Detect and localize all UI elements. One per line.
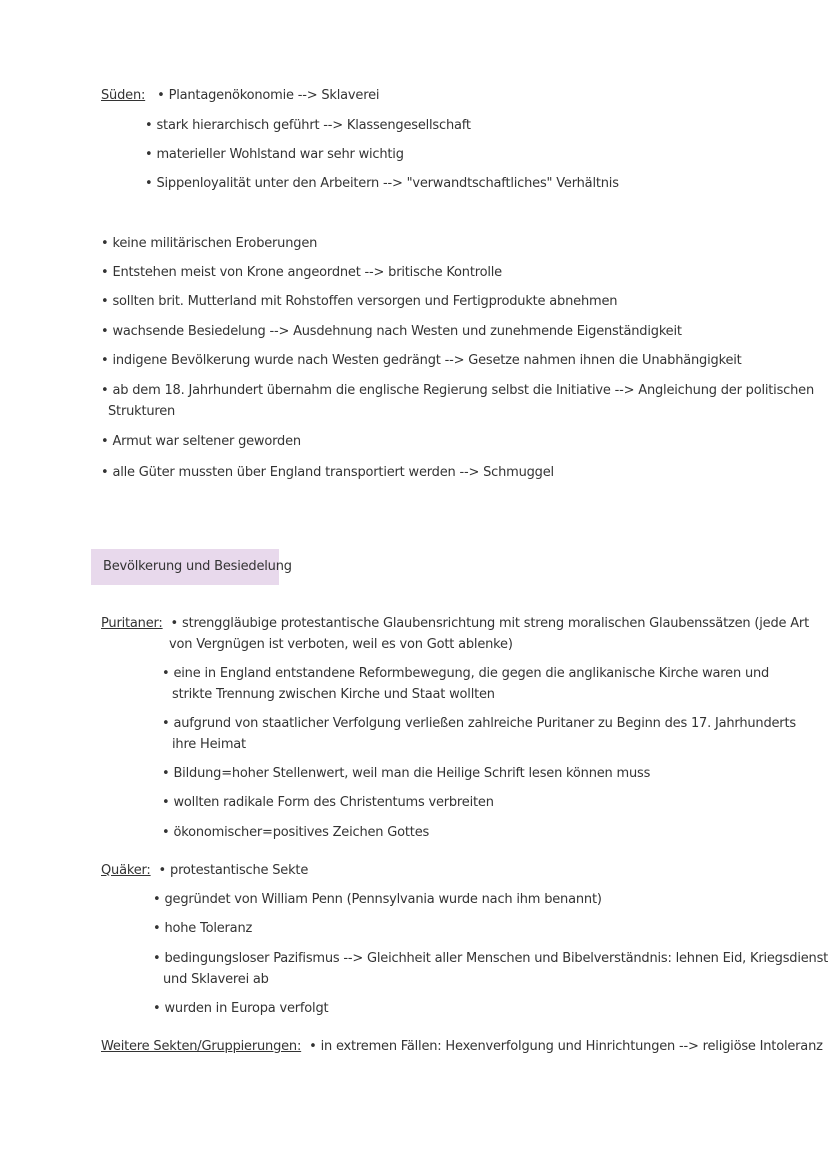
bullet-icon: • xyxy=(101,236,109,251)
bullet-icon: • xyxy=(309,1039,317,1054)
general-item-7: Armut war seltener geworden xyxy=(112,434,301,449)
sueden-item-3: materieller Wohlstand war sehr wichtig xyxy=(156,147,404,162)
quaeker-item-4: bedingungsloser Pazifismus --> Gleichheit aller Menschen und Bibelverständnis: lehnen Eid, Kriegsdienst xyxy=(164,951,828,966)
general-line-5 xyxy=(101,351,742,371)
bullet-icon: • xyxy=(101,294,109,309)
sueden-item-4: Sippenloyalität unter den Arbeitern --> "verwandtschaftliches" Verhältnis xyxy=(156,176,619,191)
general-item-8: alle Güter mussten über England transportiert werden --> Schmuggel xyxy=(112,465,554,480)
general-item-4: wachsende Besiedelung --> Ausdehnung nach Westen und zunehmende Eigenständigkeit xyxy=(112,324,682,339)
bullet-icon: • xyxy=(101,353,109,368)
bullet-icon: • xyxy=(157,88,165,103)
puritaner-item-5: wollten radikale Form des Christentums verbreiten xyxy=(173,795,494,810)
general-line-2 xyxy=(101,263,502,283)
quaeker-line-4 xyxy=(153,949,828,969)
bullet-icon: • xyxy=(162,825,170,840)
sueden-line-2 xyxy=(145,116,471,136)
sueden-line-3 xyxy=(145,145,404,165)
puritaner-item-2-cont: strikte Trennung zwischen Kirche und Staat wollten xyxy=(172,687,495,702)
puritaner-label: Puritaner: xyxy=(101,616,163,631)
general-line-3 xyxy=(101,292,617,312)
general-line-6 xyxy=(101,381,814,401)
bullet-icon: • xyxy=(101,434,109,449)
bullet-icon: • xyxy=(162,666,170,681)
puritaner-item-4: Bildung=hoher Stellenwert, weil man die Heilige Schrift lesen können muss xyxy=(173,766,651,781)
sueden-line-4 xyxy=(145,174,619,194)
bullet-icon: • xyxy=(162,766,170,781)
quaeker-item-1: protestantische Sekte xyxy=(170,863,309,878)
puritaner-item-2: eine in England entstandene Reformbewegung, die gegen die anglikanische Kirche waren und xyxy=(173,666,770,681)
quaeker-line-1 xyxy=(101,861,308,881)
general-item-6-cont: Strukturen xyxy=(108,404,176,419)
quaeker-line-3 xyxy=(153,919,252,939)
bullet-icon: • xyxy=(145,118,153,133)
section-heading-highlight xyxy=(91,549,292,585)
sueden-item-2: stark hierarchisch geführt --> Klassengesellschaft xyxy=(156,118,471,133)
quaeker-item-5: wurden in Europa verfolgt xyxy=(164,1001,329,1016)
puritaner-item-1: strenggläubige protestantische Glaubensrichtung mit streng moralischen Glaubenssätzen (jede Art xyxy=(182,616,809,631)
bullet-icon: • xyxy=(101,383,109,398)
puritaner-line-6 xyxy=(162,823,429,843)
bullet-icon: • xyxy=(101,465,109,480)
bullet-icon: • xyxy=(153,1001,161,1016)
general-item-2: Entstehen meist von Krone angeordnet --> britische Kontrolle xyxy=(112,265,502,280)
puritaner-item-6: ökonomischer=positives Zeichen Gottes xyxy=(173,825,430,840)
bullet-icon: • xyxy=(162,716,170,731)
quaeker-item-3: hohe Toleranz xyxy=(164,921,253,936)
puritaner-item-3: aufgrund von staatlicher Verfolgung verließen zahlreiche Puritaner zu Beginn des 17. Jahrhunderts xyxy=(173,716,796,731)
bullet-icon: • xyxy=(162,795,170,810)
bullet-icon: • xyxy=(145,147,153,162)
weitere-label: Weitere Sekten/Gruppierungen: xyxy=(101,1039,302,1054)
general-item-6: ab dem 18. Jahrhundert übernahm die englische Regierung selbst die Initiative --> Angleichung der politischen xyxy=(112,383,814,398)
puritaner-item-3-cont: ihre Heimat xyxy=(172,737,246,752)
quaeker-line-5 xyxy=(153,999,328,1019)
quaeker-item-4-cont: und Sklaverei ab xyxy=(163,972,269,987)
general-line-7 xyxy=(101,432,301,452)
section-heading: Bevölkerung und Besiedelung xyxy=(103,559,292,574)
general-line-8 xyxy=(101,463,554,483)
general-item-3: sollten brit. Mutterland mit Rohstoffen versorgen und Fertigprodukte abnehmen xyxy=(112,294,618,309)
bullet-icon: • xyxy=(170,616,179,631)
weitere-item-1: in extremen Fällen: Hexenverfolgung und Hinrichtungen --> religiöse Intoleranz xyxy=(320,1039,823,1054)
sueden-line-1 xyxy=(101,86,379,106)
general-line-4 xyxy=(101,322,682,342)
bullet-icon: • xyxy=(153,892,161,907)
bullet-icon: • xyxy=(101,324,109,339)
puritaner-line-3 xyxy=(162,714,796,734)
general-item-5: indigene Bevölkerung wurde nach Westen gedrängt --> Gesetze nahmen ihnen die Unabhängigkeit xyxy=(112,353,742,368)
general-line-1 xyxy=(101,234,317,254)
sueden-item-1: Plantagenökonomie --> Sklaverei xyxy=(168,88,380,103)
bullet-icon: • xyxy=(101,265,109,280)
bullet-icon: • xyxy=(158,863,167,878)
quaeker-item-2: gegründet von William Penn (Pennsylvania wurde nach ihm benannt) xyxy=(164,892,602,907)
quaeker-label: Quäker: xyxy=(101,863,151,878)
bullet-icon: • xyxy=(153,951,161,966)
general-item-1: keine militärischen Eroberungen xyxy=(112,236,318,251)
puritaner-line-1 xyxy=(101,614,809,634)
puritaner-line-4 xyxy=(162,764,650,784)
weitere-line-1 xyxy=(101,1037,823,1057)
puritaner-line-5 xyxy=(162,793,494,813)
puritaner-line-2 xyxy=(162,664,769,684)
bullet-icon: • xyxy=(145,176,153,191)
puritaner-item-1-cont: von Vergnügen ist verboten, weil es von Gott ablenke) xyxy=(169,637,513,652)
quaeker-line-2 xyxy=(153,890,602,910)
sueden-label: Süden: xyxy=(101,88,146,103)
bullet-icon: • xyxy=(153,921,161,936)
